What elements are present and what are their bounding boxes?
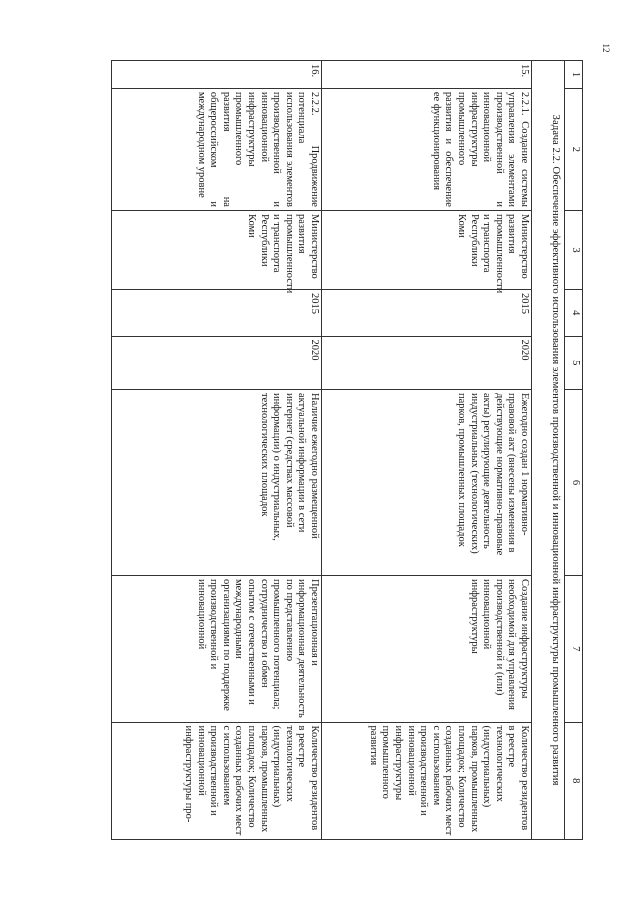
- table-row: [112, 61, 322, 840]
- activity-content: Создание инфраструктуры необходимой для управления производственной и (или) инновационной инфраструктуры: [322, 576, 532, 722]
- col-header-4: 4: [565, 290, 583, 337]
- page-number: 12: [601, 43, 611, 53]
- expected-result: Ежегодно создан 1 нормативно-правовой акт (внесены изменения в действующие нормативно-правовые акты) регулирующие деятельность индустриальных (технологических) парков, промышленных площадок: [322, 390, 532, 576]
- executor: Министерство развития промышленности и транспорта Республики Коми: [112, 210, 322, 289]
- row-number: 16.: [112, 61, 322, 89]
- activities-table: [111, 60, 583, 840]
- col-header-6: 6: [565, 390, 583, 576]
- indicators: Количество резидентов в реестре технологических (индустриальных) парков, промышленных площадок; Количество созданных рабочих мест с использованием производственной и инновационной инфраструктуры про-: [112, 722, 322, 840]
- task-row: [532, 61, 565, 840]
- col-header-5: 5: [565, 336, 583, 389]
- table-row: [322, 61, 532, 840]
- end-year: 2020: [322, 336, 532, 389]
- start-year: 2015: [112, 290, 322, 337]
- col-header-7: 7: [565, 576, 583, 722]
- start-year: 2015: [322, 290, 532, 337]
- task-title: Задача 2.2. Обеспечение эффективного использования элементов производственной и инновационной инфраструктуры промышленного развития: [532, 61, 565, 840]
- col-header-2: 2: [565, 88, 583, 210]
- column-number-row: [565, 61, 583, 840]
- col-header-8: 8: [565, 722, 583, 840]
- activity-name: 2.2.2. Продвижение потенциала использования элементов производственной и инновационной инфраструктуры промышленного развития на общероссийском и международном уровне: [112, 88, 322, 210]
- activity-content: Презентационная и информационная деятельность по представлению промышленного потенциала; сотрудничество и обмен опытом с отечественными и международными организациями по поддержке производственной и инновационной: [112, 576, 322, 722]
- expected-result: Наличие ежегодно размещенной актуальной информации в сети интернет (средствах массовой информации) о индустриальных, технологических площадок: [112, 390, 322, 576]
- col-header-3: 3: [565, 210, 583, 289]
- col-header-1: 1: [565, 61, 583, 89]
- rotated-table-container: [113, 60, 583, 840]
- end-year: 2020: [112, 336, 322, 389]
- activity-name: 2.2.1. Создание системы управления элементами производственной и инновационной инфраструктуры промышленного развития и обеспечение ее функционирования: [322, 88, 532, 210]
- executor: Министерство развития промышленности и транспорта Республики Коми: [322, 210, 532, 289]
- indicators: Количество резидентов в реестре технологических (индустриальных) парков, промышленных площадок; Количество созданных рабочих мест с использованием производственной и инновационной инфраструктуры промышленного развития: [322, 722, 532, 840]
- row-number: 15.: [322, 61, 532, 89]
